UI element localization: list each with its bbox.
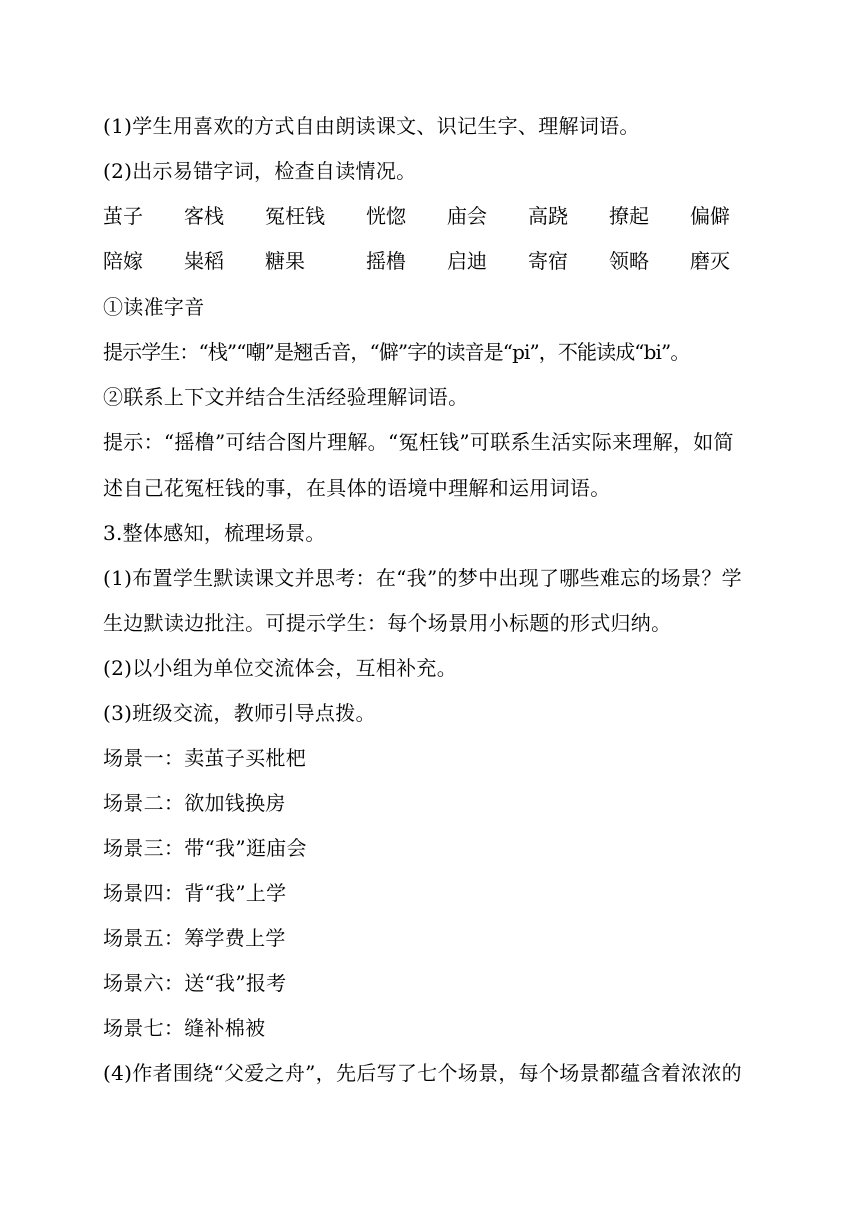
scene-item: 场景一：卖茧子买枇杷 — [103, 746, 306, 770]
question-4: (4)作者围绕“父爱之舟”，先后写了七个场景，每个场景都蕴含着浓浓的 — [103, 1061, 742, 1085]
vocab-word: 偏僻 — [690, 204, 730, 228]
context-tip-line-2: 述自己花冤枉钱的事，在具体的语境中理解和运用词语。 — [103, 476, 611, 500]
vocab-word: 恍惚 — [366, 204, 406, 228]
question-1-line-2: 生边默读边批注。可提示学生：每个场景用小标题的形式归纳。 — [103, 611, 672, 635]
vocab-word: 糖果 — [265, 249, 305, 273]
section-3-heading: 3.整体感知，梳理场景。 — [103, 521, 326, 545]
context-heading: ②联系上下文并结合生活经验理解词语。 — [103, 385, 469, 409]
paragraph-1: (1)学生用喜欢的方式自由朗读课文、识记生字、理解词语。 — [103, 114, 640, 138]
vocab-word: 摇橹 — [366, 249, 406, 273]
pronunciation-tip: 提示学生：“栈”“嘲”是翘舌音，“僻”字的读音是“pi”，不能读成“bi”。 — [103, 340, 690, 364]
vocab-word: 启迪 — [447, 249, 487, 273]
vocab-word: 陪嫁 — [103, 249, 143, 273]
vocab-word: 高跷 — [528, 204, 568, 228]
scene-item: 场景五：筹学费上学 — [103, 926, 286, 950]
vocab-word: 磨灭 — [690, 249, 730, 273]
scene-item: 场景二：欲加钱换房 — [103, 791, 286, 815]
vocab-word: 粜稻 — [184, 249, 224, 273]
scene-item: 场景六：送“我”报考 — [103, 971, 287, 995]
question-3: (3)班级交流，教师引导点拨。 — [103, 701, 376, 725]
vocab-word: 领略 — [609, 249, 649, 273]
vocab-word: 撩起 — [609, 204, 649, 228]
vocab-word: 客栈 — [184, 204, 224, 228]
question-2: (2)以小组为单位交流体会，互相补充。 — [103, 656, 458, 680]
scene-item: 场景七：缝补棉被 — [103, 1016, 266, 1040]
context-tip-line-1: 提示：“摇橹”可结合图片理解。“冤枉钱”可联系生活实际来理解，如简 — [103, 430, 734, 454]
vocab-word: 寄宿 — [528, 249, 568, 273]
scene-item: 场景四：背“我”上学 — [103, 881, 287, 905]
read-pronunciation-heading: ①读准字音 — [103, 295, 205, 319]
vocab-word: 庙会 — [447, 204, 487, 228]
vocab-word: 冤枉钱 — [265, 204, 325, 228]
question-1-line-1: (1)布置学生默读课文并思考：在“我”的梦中出现了哪些难忘的场景？学 — [103, 566, 742, 590]
scene-item: 场景三：带“我”逛庙会 — [103, 836, 307, 860]
vocab-word: 茧子 — [103, 204, 143, 228]
paragraph-2: (2)出示易错字词，检查自读情况。 — [103, 159, 417, 183]
